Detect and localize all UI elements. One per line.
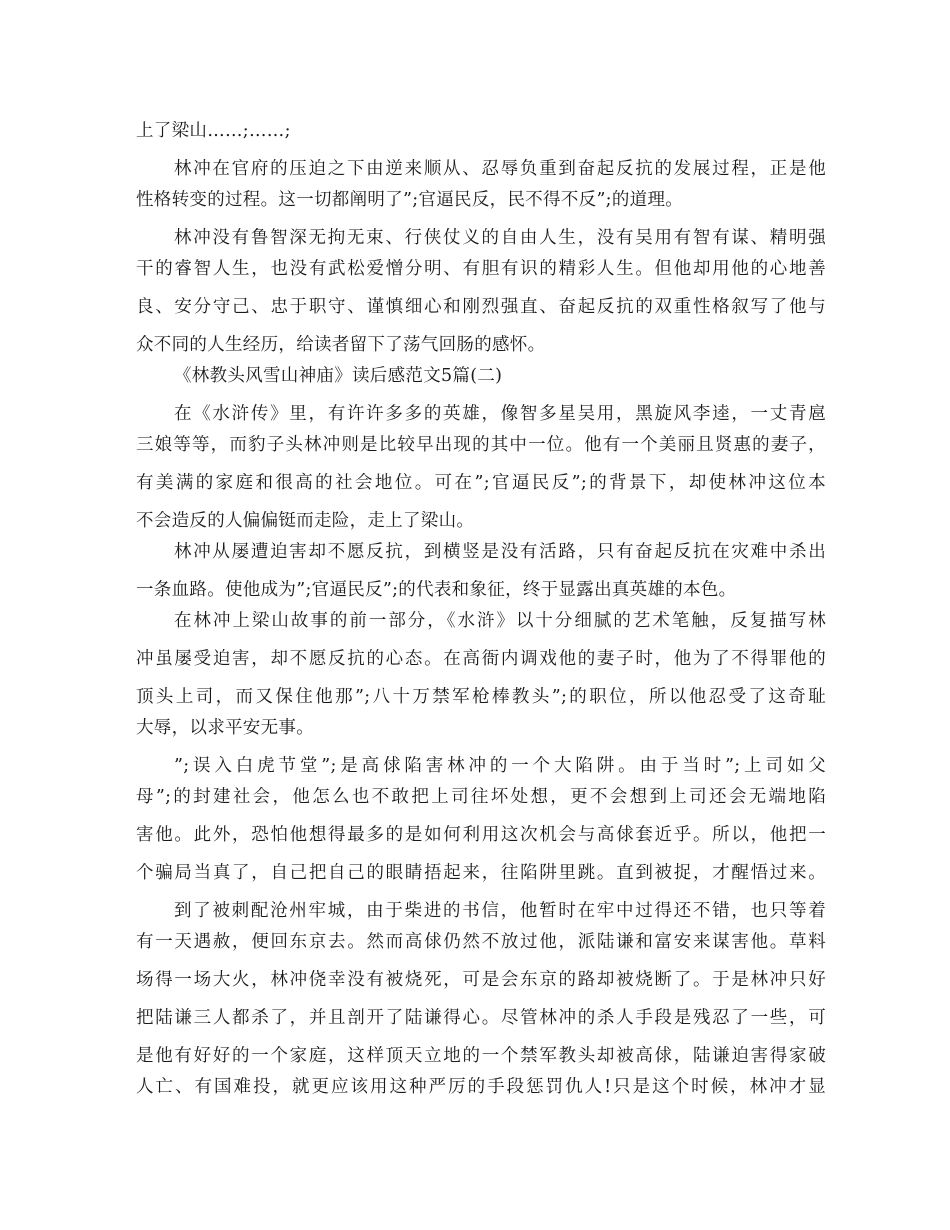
text-line: 大辱，以求平安无事。	[136, 718, 314, 738]
text-line: 母”;的封建社会，他怎么也不敢把上司往坏处想，更不会想到上司还会无端地陷	[136, 787, 826, 807]
text-line: 到了被刺配沧州牢城，由于柴进的书信，他暂时在牢中过得还不错，也只等着	[174, 901, 826, 921]
text-line: 干的睿智人生，也没有武松爱憎分明、有胆有识的精彩人生。但他却用他的心地善	[136, 259, 826, 279]
text-line: 有一天遇赦，便回东京去。然而高俅仍然不放过他，派陆谦和富安来谋害他。草料	[136, 932, 826, 952]
text-line: 是他有好好的一个家庭，这样顶天立地的一个禁军教头却被高俅，陆谦迫害得家破	[136, 1046, 826, 1066]
text-line: 林冲从屡遭迫害却不愿反抗，到横竖是没有活路，只有奋起反抗在灾难中杀出	[174, 542, 826, 562]
text-line: 林冲没有鲁智深无拘无束、行侠仗义的自由人生，没有吴用有智有谋、精明强	[174, 228, 826, 248]
text-line: 顶头上司，而又保住他那”;八十万禁军枪棒教头”;的职位，所以他忍受了这奇耻	[136, 687, 826, 707]
text-line: ”;误入白虎节堂”;是高俅陷害林冲的一个大陷阱。由于当时”;上司如父	[174, 756, 826, 776]
text-line: 人亡、有国难投，就更应该用这种严厉的手段惩罚仇人!只是这个时候，林冲才显	[136, 1077, 826, 1097]
text-line: 把陆谦三人都杀了，并且剖开了陆谦得心。尽管林冲的杀人手段是残忍了一些，可	[136, 1008, 826, 1028]
text-line: 有美满的家庭和很高的社会地位。可在”;官逼民反”;的背景下，却使林冲这位本	[136, 473, 826, 493]
text-line: 众不同的人生经历，给读者留下了荡气回肠的感怀。	[136, 335, 546, 355]
text-line: 性格转变的过程。这一切都阐明了”;官逼民反，民不得不反”;的道理。	[136, 190, 684, 210]
text-line: 害他。此外，恐怕他想得最多的是如何利用这次机会与高俅套近乎。所以，他把一	[136, 825, 826, 845]
text-line: 三娘等等，而豹子头林冲则是比较早出现的其中一位。他有一个美丽且贤惠的妻子，	[136, 435, 826, 455]
text-line: 冲虽屡受迫害，却不愿反抗的心态。在高衙内调戏他的妻子时，他为了不得罪他的	[136, 649, 826, 669]
text-line: 不会造反的人偏偏铤而走险，走上了梁山。	[136, 511, 475, 531]
text-line: 个骗局当真了，自己把自己的眼睛捂起来，往陷阱里跳。直到被捉，才醒悟过来。	[136, 863, 826, 883]
text-line: 场得一场大火，林冲侥幸没有被烧死，可是会东京的路却被烧断了。于是林冲只好	[136, 970, 826, 990]
text-line: 上了梁山……;……;	[136, 121, 291, 141]
text-line: 林冲在官府的压迫之下由逆来顺从、忍辱负重到奋起反抗的发展过程，正是他	[174, 159, 826, 179]
text-line: 在林冲上梁山故事的前一部分，《水浒》以十分细腻的艺术笔触，反复描写林	[174, 611, 826, 631]
section-heading: 《林教头风雪山神庙》读后感范文5篇(二)	[174, 366, 503, 386]
text-line: 一条血路。使他成为”;官逼民反”;的代表和象征，终于显露出真英雄的本色。	[136, 580, 737, 600]
text-line: 在《水浒传》里，有许许多多的英雄，像智多星吴用，黑旋风李逵，一丈青扈	[174, 404, 826, 424]
text-line: 良、安分守己、忠于职守、谨慎细心和刚烈强直、奋起反抗的双重性格叙写了他与	[136, 297, 826, 317]
